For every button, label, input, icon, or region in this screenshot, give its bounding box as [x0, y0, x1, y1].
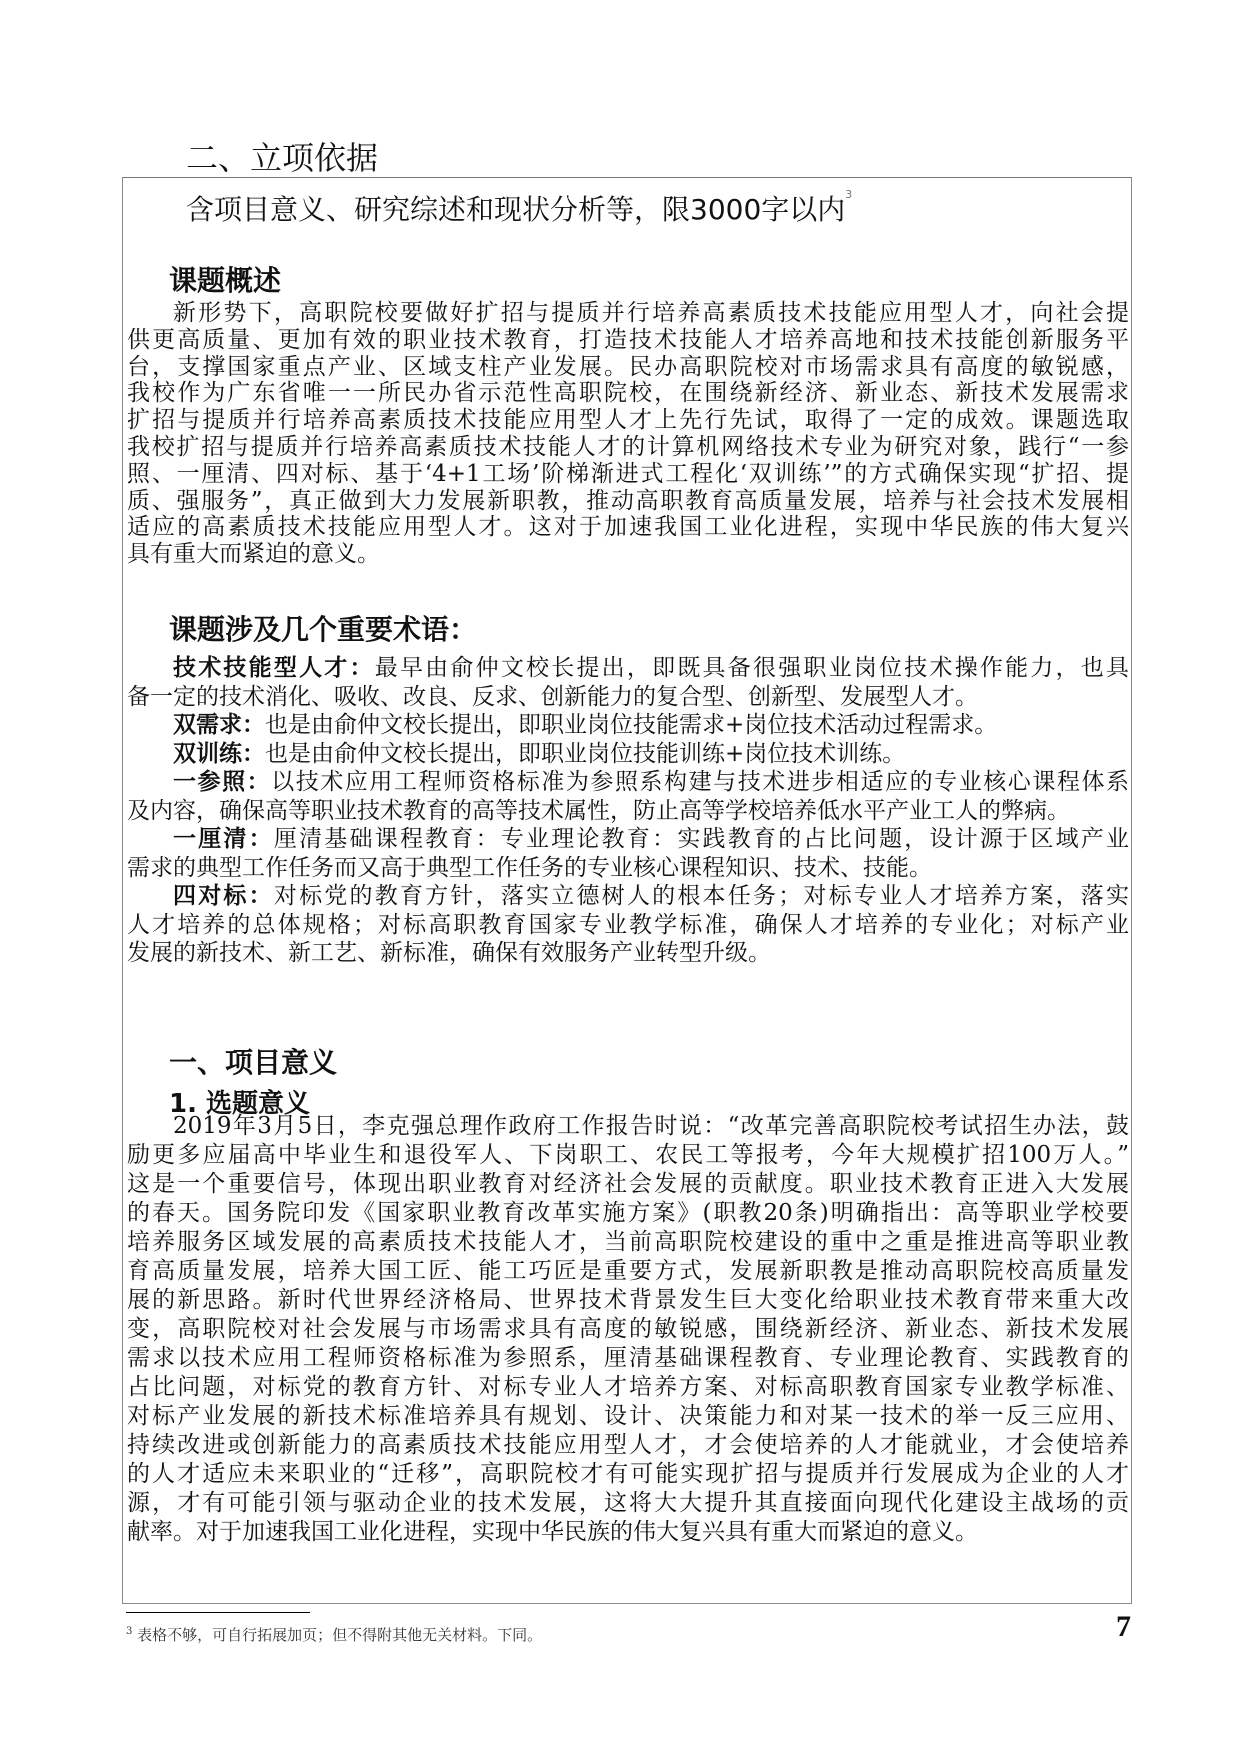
term-line — [127, 768, 1129, 797]
text-line: 的人才适应未来职业的“迁移”，高职院校才有可能实现扩招与提质并行发展成为企业的人才 — [127, 1461, 1129, 1487]
page-number: 7 — [1116, 1610, 1131, 1643]
text-line: 展的新思路。新时代世界经济格局、世界技术背景发生巨大变化给职业技术教育带来重大改 — [127, 1287, 1129, 1313]
text-line: 质、强服务”，真正做到大力发展新职教，推动高职教育高质量发展，培养与社会技术发展相 — [127, 487, 1129, 514]
significance-heading: 一、项目意义 — [169, 1046, 338, 1079]
term-line — [127, 740, 1129, 769]
term-definition: 最早由俞仲文校长提出，即既具备很强职业岗位技术操作能力，也具 — [374, 655, 1129, 681]
text-line: 我校作为广东省唯一一所民办省示范性高职院校，在围绕新经济、新业态、新技术发展需求 — [127, 380, 1129, 407]
term-label: 一参照： — [173, 769, 272, 795]
footnote-rule — [126, 1612, 310, 1613]
text-line: 扩招与提质并行培养高素质技术技能应用型人才上先行先试，取得了一定的成效。课题选取 — [127, 407, 1129, 434]
footnote-text: 表格不够，可自行拓展加页；但不得附其他无关材料。下同。 — [137, 1626, 543, 1644]
term-line — [127, 683, 1129, 712]
text-line: 持续改进或创新能力的高素质技术技能应用型人才，才会使培养的人才能就业，才会使培养 — [127, 1432, 1129, 1458]
text-line: 培养服务区域发展的高素质技术技能人才，当前高职院校建设的重中之重是推进高等职业教 — [127, 1229, 1129, 1255]
term-definition: 人才培养的总体规格；对标高职教育国家专业教学标准，确保人才培养的专业化；对标产业 — [127, 911, 1129, 938]
significance-paragraph — [127, 1112, 1129, 1547]
footnote-ref[interactable]: 3 — [845, 188, 853, 201]
term-definition: 也是由俞仲文校长提出，即职业岗位技能需求+岗位技术活动过程需求。 — [265, 712, 998, 738]
term-line — [127, 854, 1129, 883]
term-line — [127, 654, 1129, 683]
text-line: 新形势下，高职院校要做好扩招与提质并行培养高素质技术技能应用型人才，向社会提 — [173, 300, 1129, 326]
text-line: 台，支撑国家重点产业、区域支柱产业发展。民办高职院校对市场需求具有高度的敏锐感， — [127, 353, 1129, 380]
text-line: 供更高质量、更加有效的职业技术教育，打造技术技能人才培养高地和技术技能创新服务平 — [127, 326, 1129, 353]
text-line: 2019年3月5日，李克强总理作政府工作报告时说：“改革完善高职院校考试招生办法，鼓 — [173, 1113, 1129, 1139]
text-line: 变，高职院校对社会发展与市场需求具有高度的敏锐感，围绕新经济、新业态、新技术发展 — [127, 1316, 1129, 1342]
term-definition: 备一定的技术消化、吸收、改良、反求、创新能力的复合型、创新型、发展型人才。 — [127, 683, 978, 710]
text-line: 这是一个重要信号，体现出职业教育对经济社会发展的贡献度。职业技术教育正进入大发展 — [127, 1171, 1129, 1197]
terms-heading: 课题涉及几个重要术语： — [169, 613, 478, 646]
text-line: 励更多应届高中毕业生和退役军人、下岗职工、农民工等报考，今年大规模扩招100万人。” — [127, 1142, 1129, 1168]
term-label: 双训练： — [173, 740, 265, 767]
text-line: 的春天。国务院印发《国家职业教育改革实施方案》(职教20条)明确指出：高等职业学校要 — [127, 1200, 1129, 1226]
term-line — [127, 911, 1129, 940]
box-instruction — [186, 188, 852, 228]
text-line: 具有重大而紧迫的意义。 — [127, 541, 380, 568]
text-line: 源，才有可能引领与驱动企业的技术发展，这将大大提升其直接面向现代化建设主战场的贡 — [127, 1490, 1129, 1516]
instruction-text: 含项目意义、研究综述和现状分析等，限3000字以内 — [186, 193, 846, 226]
term-label: 技术技能型人才： — [173, 655, 375, 681]
text-line: 需求以技术应用工程师资格标准为参照系，厘清基础课程教育、专业理论教育、实践教育的 — [127, 1345, 1129, 1371]
overview-heading: 课题概述 — [169, 264, 282, 297]
term-line — [127, 939, 1129, 968]
term-line — [127, 711, 1129, 740]
footnote — [126, 1624, 542, 1645]
text-line: 育高质量发展，培养大国工匠、能工巧匠是重要方式，发展新职教是推动高职院校高质量发 — [127, 1258, 1129, 1284]
text-line: 献率。对于加速我国工业化进程，实现中华民族的伟大复兴具有重大而紧迫的意义。 — [127, 1519, 978, 1545]
term-definition: 发展的新技术、新工艺、新标准，确保有效服务产业转型升级。 — [127, 940, 771, 966]
term-line — [127, 882, 1129, 911]
term-label: 一厘清： — [173, 826, 274, 852]
term-line — [127, 825, 1129, 854]
term-definition: 需求的典型工作任务而又高于典型工作任务的专业核心课程知识、技术、技能。 — [127, 854, 932, 881]
significance-subheading: 1. 选题意义 — [169, 1089, 311, 1119]
terms-list — [127, 654, 1129, 968]
text-line: 照、一厘清、四对标、基于‘4+1工场’阶梯渐进式工程化‘双训练’”的方式确保实现“扩招、提 — [127, 460, 1129, 487]
term-label: 双需求： — [173, 712, 265, 738]
text-line: 占比问题，对标党的教育方针、对标专业人才培养方案、对标高职教育国家专业教学标准、 — [127, 1374, 1129, 1400]
section-title: 二、立项依据 — [186, 139, 379, 177]
text-line: 我校扩招与提质并行培养高素质技术技能人才的计算机网络技术专业为研究对象，践行“一参 — [127, 433, 1129, 460]
term-definition: 也是由俞仲文校长提出，即职业岗位技能训练+岗位技术训练。 — [265, 740, 906, 767]
text-line: 对标产业发展的新技术标准培养具有规划、设计、决策能力和对某一技术的举一反三应用、 — [127, 1403, 1129, 1429]
overview-paragraph — [127, 300, 1129, 568]
term-definition: 厘清基础课程教育：专业理论教育：实践教育的占比问题，设计源于区域产业 — [273, 826, 1129, 852]
term-definition: 对标党的教育方针，落实立德树人的根本任务；对标专业人才培养方案，落实 — [273, 883, 1129, 909]
footnote-mark: 3 — [126, 1626, 133, 1637]
term-definition: 及内容，确保高等职业技术教育的高等技术属性，防止高等学校培养低水平产业工人的弊病。 — [127, 797, 1070, 824]
term-label: 四对标： — [173, 883, 274, 909]
text-line: 适应的高素质技术技能应用型人才。这对于加速我国工业化进程，实现中华民族的伟大复兴 — [127, 514, 1129, 541]
term-definition: 以技术应用工程师资格标准为参照系构建与技术进步相适应的专业核心课程体系 — [271, 769, 1129, 795]
term-line — [127, 797, 1129, 826]
